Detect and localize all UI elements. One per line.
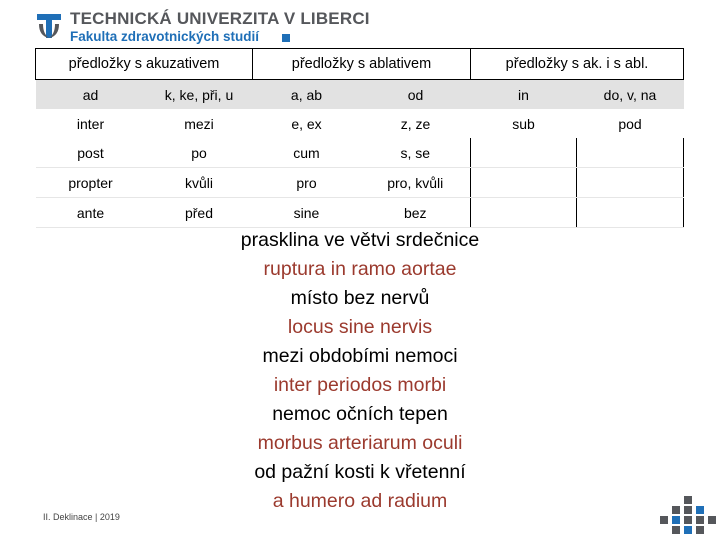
university-name: TECHNICKÁ UNIVERZITA V LIBERCI (70, 9, 370, 28)
table-cell: před (146, 198, 253, 228)
example-phrases (0, 226, 720, 516)
table-cell: do, v, na (577, 80, 684, 110)
table-row (36, 168, 684, 198)
table-cell: k, ke, při, u (146, 80, 253, 110)
slide-header (0, 0, 720, 48)
university-logo-icon (35, 12, 63, 40)
table-cell: sine (253, 198, 361, 228)
czech-phrase: od pažní kosti k vřetenní (254, 461, 466, 483)
table-cell: kvůli (146, 168, 253, 198)
table-row (36, 80, 684, 110)
table-cell: e, ex (253, 109, 361, 138)
table-cell (471, 168, 577, 198)
table-row (36, 109, 684, 138)
table-cell (471, 198, 577, 228)
corner-pattern-icon (660, 496, 720, 540)
table-cell: a, ab (253, 80, 361, 110)
table-cell: inter (36, 109, 146, 138)
table-cell: bez (361, 198, 471, 228)
table-cell: pro (253, 168, 361, 198)
table-cell: in (471, 80, 577, 110)
latin-phrase: inter periodos morbi (273, 374, 447, 396)
table-cell: po (146, 138, 253, 168)
header-ablative: předložky s ablativem (253, 49, 471, 80)
faculty-name: Fakulta zdravotnických studií (70, 29, 260, 44)
table-cell (577, 138, 684, 168)
table-cell: pro, kvůli (361, 168, 471, 198)
table-row (36, 138, 684, 168)
table-cell: post (36, 138, 146, 168)
table-cell (577, 168, 684, 198)
table-cell: od (361, 80, 471, 110)
table-cell: sub (471, 109, 577, 138)
table-cell: propter (36, 168, 146, 198)
table-cell: s, se (361, 138, 471, 168)
table-cell: ad (36, 80, 146, 110)
czech-phrase: mezi obdobími nemoci (262, 345, 458, 367)
czech-phrase: nemoc očních tepen (272, 403, 448, 425)
table-cell (471, 138, 577, 168)
latin-phrase: locus sine nervis (287, 316, 433, 338)
table-header-row (36, 49, 684, 80)
prepositions-table (35, 48, 684, 228)
table-cell (577, 198, 684, 228)
header-both-cases: předložky s ak. i s abl. (471, 49, 684, 80)
table-row (36, 198, 684, 228)
latin-phrase: morbus arteriarum oculi (257, 432, 463, 454)
table-cell: mezi (146, 109, 253, 138)
latin-phrase: a humero ad radium (272, 490, 448, 512)
faculty-square-icon (282, 34, 290, 42)
latin-phrase: ruptura in ramo aortae (263, 258, 457, 280)
table-cell: z, ze (361, 109, 471, 138)
table-cell: cum (253, 138, 361, 168)
czech-phrase: prasklina ve větvi srdečnice (240, 229, 480, 251)
table-cell: pod (577, 109, 684, 138)
table-cell: ante (36, 198, 146, 228)
header-accusative: předložky s akuzativem (36, 49, 253, 80)
czech-phrase: místo bez nervů (290, 287, 430, 309)
slide-footer: II. Deklinace | 2019 (43, 512, 120, 522)
